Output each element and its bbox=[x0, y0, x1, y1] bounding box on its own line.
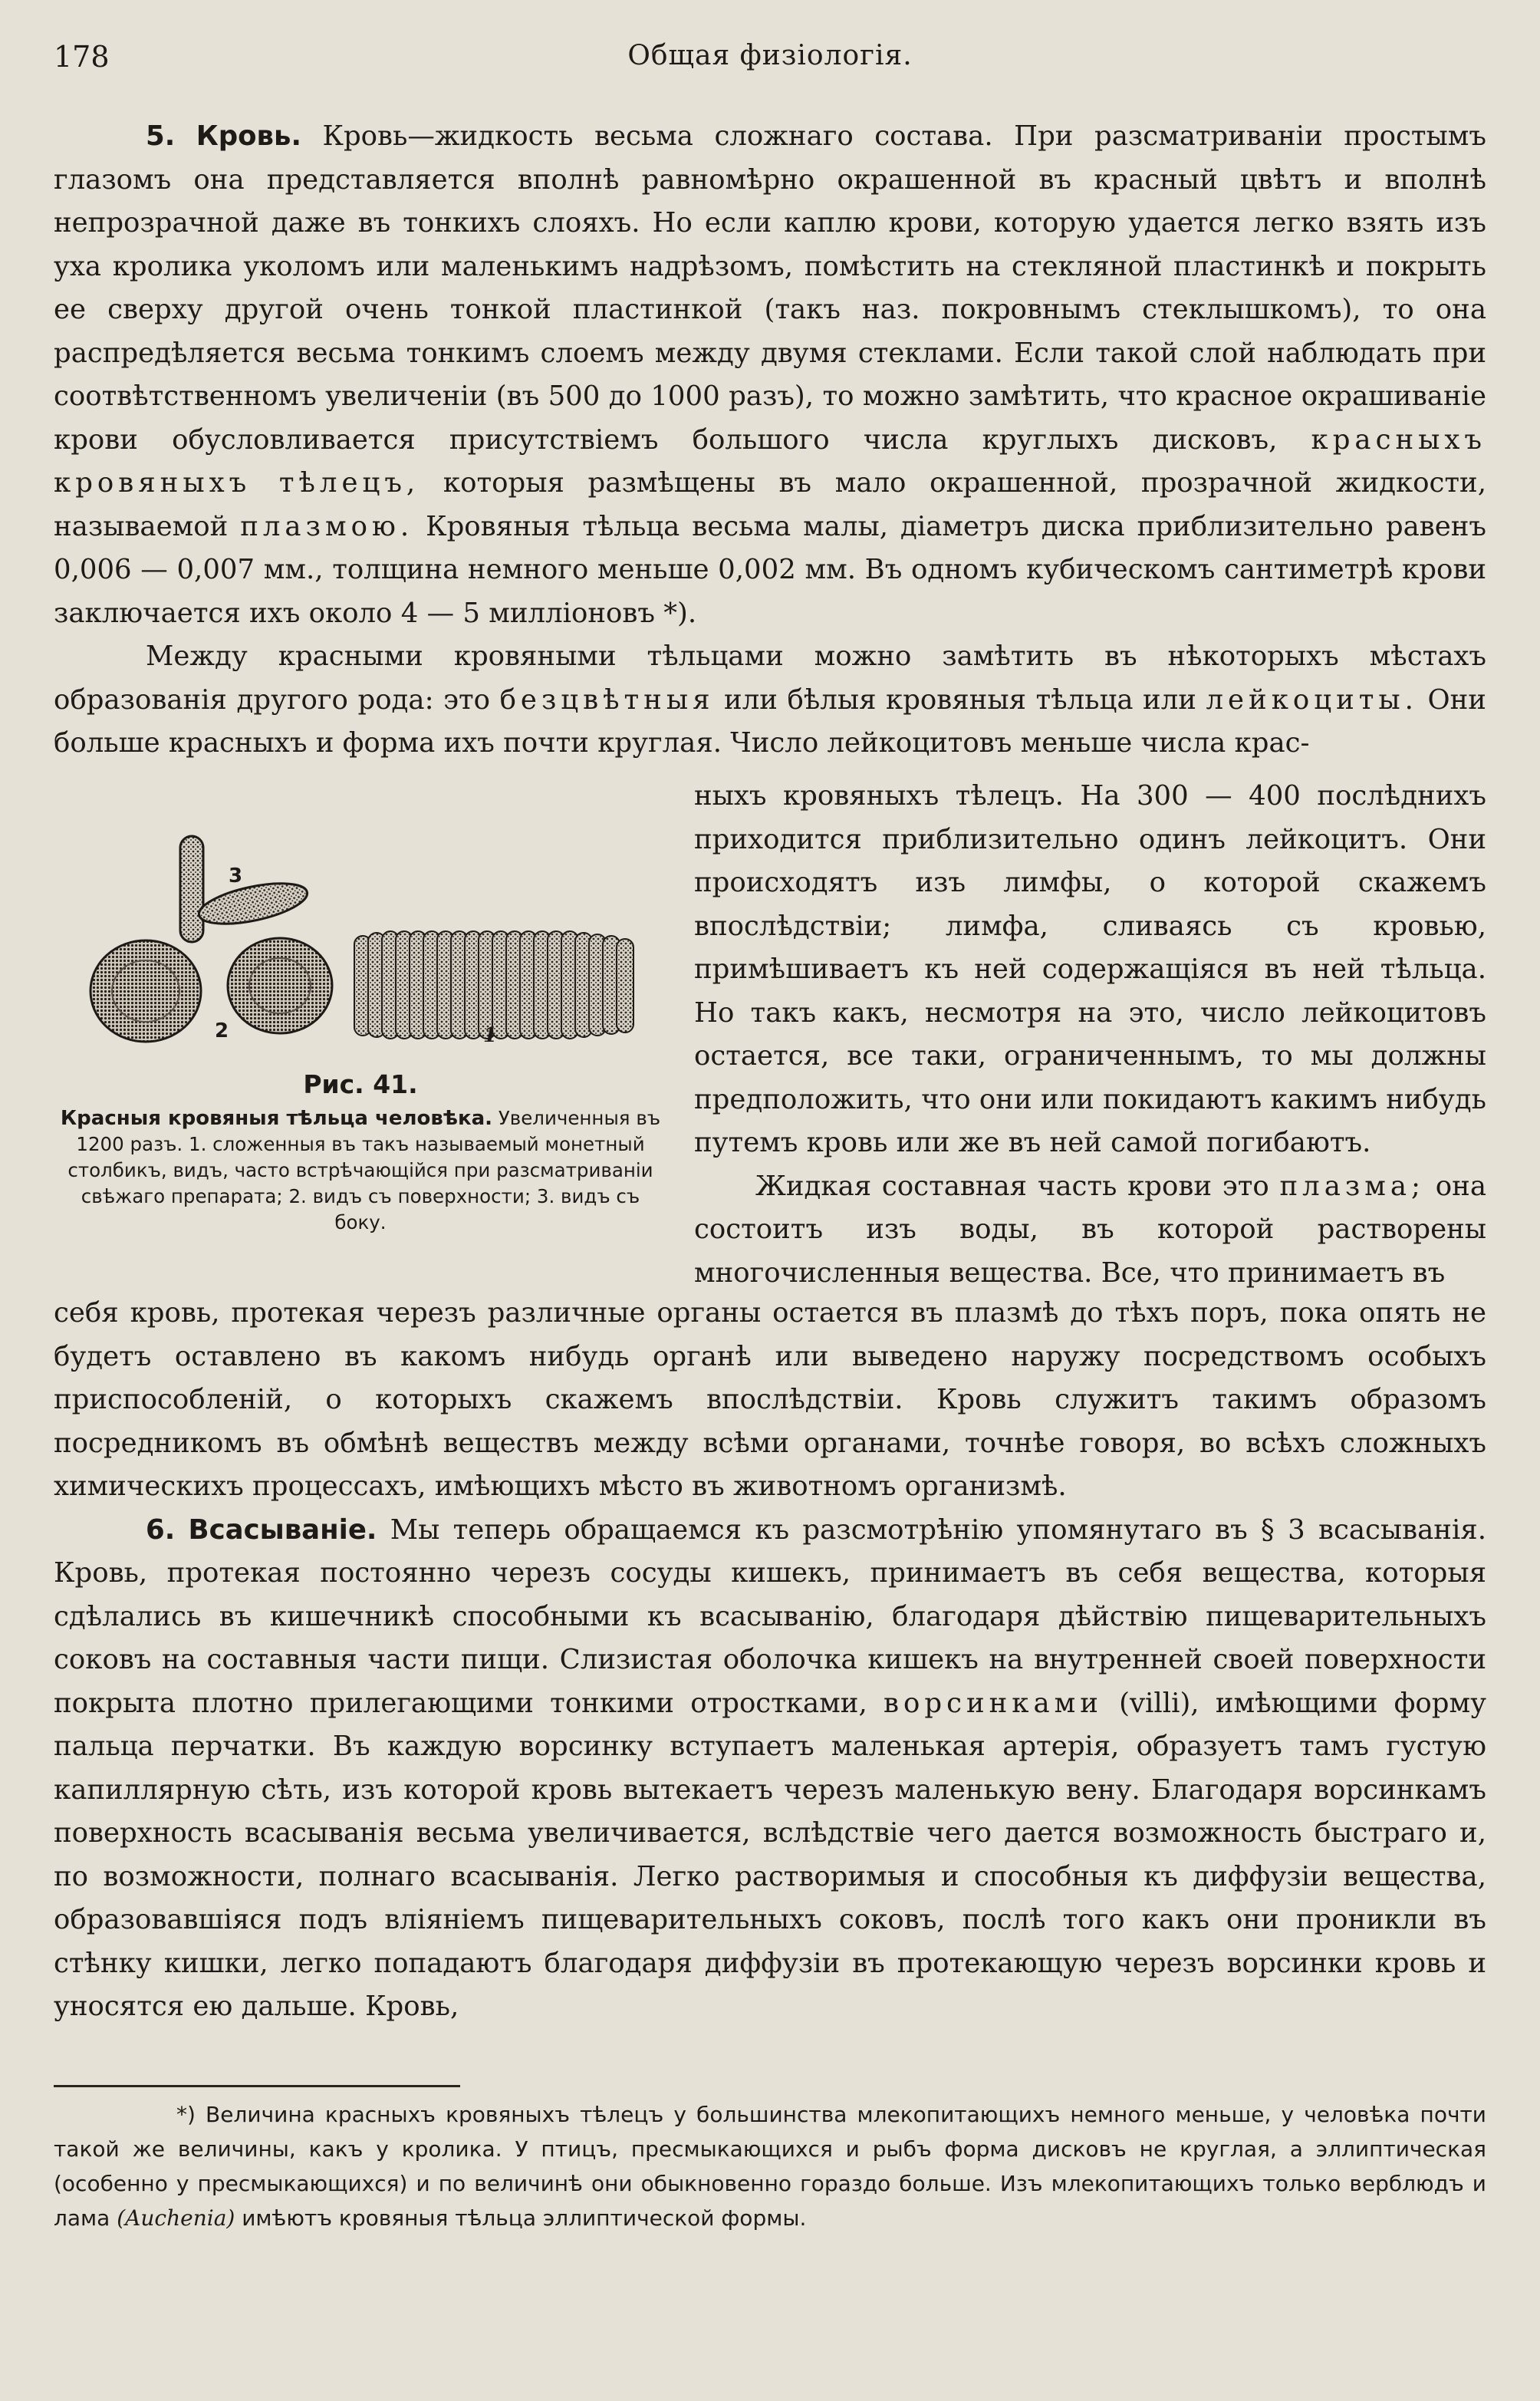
footnote-paragraph bbox=[54, 2097, 1486, 2235]
text-run: Кровь—жидкость весьма сложнаго состава. При разсматриваніи простымъ глазомъ она представляется вполнѣ равномѣрно окрашенной въ красный цвѣтъ и вполнѣ непрозрачной даже въ тонкихъ слояхъ. Но если каплю крови, которую удается легко взять изъ уха кролика уколомъ или маленькимъ надрѣзомъ, помѣстить на стекляной пластинкѣ и покрыть ее сверху другой очень тонкой пластинкой (такъ наз. покровнымъ стеклышкомъ), то она распредѣляется весьма тонкимъ слоемъ между двумя стеклами. Если такой слой наблюдать при соотвѣтственномъ увеличеніи (въ 500 до 1000 разъ), то можно замѣтить, что красное окрашиваніе крови обусловливается присутствіемъ большого числа круглыхъ дисковъ, bbox=[54, 120, 1487, 456]
term-plasma: плазмою. bbox=[240, 510, 414, 542]
figure-caption-text: Увеличенныя въ 1200 разъ. 1. сложенныя въ такъ называемый монетный столбикъ, видъ, часто встрѣчающійся при разсматриваніи свѣжаго препарата; 2. видъ съ поверхности; 3. видъ съ боку. bbox=[67, 1107, 661, 1233]
term-auchenia: (Auchenia) bbox=[117, 2205, 235, 2231]
wrap-paragraph-2 bbox=[694, 1165, 1486, 1296]
term-white-cells: бѣлыя кровяныя тѣльца bbox=[787, 683, 1134, 716]
text-run: или bbox=[1143, 683, 1196, 716]
text-run: Между красными кровяными тѣльцами можно замѣтить въ нѣкоторыхъ мѣстахъ образованія другого рода: это bbox=[54, 641, 1486, 716]
figure-marker-3: 3 bbox=[229, 865, 243, 888]
term-red-cells: красныхъ кровяныхъ тѣлецъ, bbox=[54, 423, 1486, 499]
footnote-rule bbox=[54, 2085, 460, 2087]
wrap-paragraph-1: ныхъ кровяныхъ тѣлецъ. На 300 — 400 послѣднихъ приходится приблизительно одинъ лейкоцитъ. Они происходятъ изъ лимфы, о которой скажемъ впослѣдствіи; лимфа, сливаясь съ кровью, примѣшиваетъ къ ней содержащіяся въ ней тѣльца. Но такъ какъ, несмотря на это, число лейкоцитовъ остается, все таки, ограниченнымъ, то мы должны предположить, что они или покидаютъ какимъ нибудь путемъ кровь или же въ ней самой погибаютъ. bbox=[694, 780, 1486, 1158]
section-6-title: Всасываніе. bbox=[188, 1513, 377, 1546]
side-view-cell bbox=[196, 876, 311, 932]
section-5-paragraph-3: себя кровь, протекая черезъ различные органы остается въ плазмѣ до тѣхъ поръ, пока опять не будетъ оставлено въ какомъ нибудь органѣ или выведено наружу посредствомъ особыхъ приспособленій, о которыхъ скажемъ впослѣдствіи. Кровь служитъ такимъ образомъ посредникомъ въ обмѣнѣ веществъ между всѣми органами, точнѣе говоря, во всѣхъ сложныхъ химическихъ процессахъ, имѣющихъ мѣсто въ животномъ организмѣ. bbox=[54, 1297, 1486, 1502]
section-5-number: 5. bbox=[146, 120, 176, 152]
side-view-cell bbox=[180, 836, 203, 942]
text-run: Кровяныя тѣльца весьма малы, діаметръ диска приблизительно равенъ 0,006 — 0,007 мм., толщина немного меньше 0,002 мм. Въ одномъ кубическомъ сантиметрѣ крови заключается ихъ около 4 — 5 милліоновъ *). bbox=[54, 510, 1486, 629]
text-run: имѣютъ кровяныя тѣльца эллиптической формы. bbox=[242, 2205, 807, 2231]
text-run: Мы теперь обращаемся къ разсмотрѣнію упомянутаго въ § 3 всасыванія. Кровь, протекая постоянно черезъ сосуды кишекъ, принимаетъ въ себя вещества, которыя сдѣлались въ кишечникѣ способными къ всасыванію, благодаря дѣйствію пищеварительныхъ соковъ на составныя части пищи. Слизистая оболочка кишекъ на внутренней своей поверхности покрыта плотно прилегающими тонкими отростками, bbox=[54, 1513, 1486, 1719]
text-run: Жидкая составная часть крови это bbox=[755, 1170, 1269, 1202]
text-run: которыя размѣщены въ мало окрашенной, прозрачной жидкости, называемой bbox=[54, 467, 1486, 542]
term-villi: ворсинками bbox=[883, 1687, 1103, 1719]
section-6-paragraph bbox=[54, 1509, 1486, 2029]
footnote bbox=[54, 2097, 1486, 2235]
figure-caption bbox=[54, 1105, 667, 1236]
section-5-title: Кровь. bbox=[196, 120, 301, 152]
figure-label: Рис. 41. bbox=[303, 1069, 418, 1099]
section-6-number: 6. bbox=[146, 1513, 176, 1546]
text-run: Они больше красныхъ и форма ихъ почти круглая. Число лейкоцитовъ меньше числа крас- bbox=[54, 683, 1486, 759]
page-header bbox=[54, 40, 1486, 86]
running-title: Общая физіологія. bbox=[627, 40, 913, 71]
figure-marker-2: 2 bbox=[215, 1019, 229, 1042]
term-plasma-2: плазма; bbox=[1279, 1170, 1425, 1202]
text-run: или bbox=[724, 683, 778, 716]
section-5-6-body bbox=[54, 1292, 1486, 2029]
figure-41 bbox=[54, 790, 667, 1236]
surface-view-cell bbox=[90, 940, 201, 1042]
text-run: (villi), имѣющими форму пальца перчатки. Въ каждую ворсинку вступаетъ маленькая артерія, образуетъ тамъ густую капиллярную сѣть, изъ которой кровь вытекаетъ черезъ маленькую вену. Благодаря ворсинкамъ поверхность всасыванія весьма увеличивается, вслѣдствіе чего дается возможность быстраго и, по возможности, полнаго всасыванія. Легко растворимыя и способныя къ диффузіи вещества, образовавшіяся подъ вліяніемъ пищеварительныхъ соковъ, послѣ того какъ они проникли въ стѣнку кишки, легко попадаютъ благодаря диффузіи въ протекающую черезъ ворсинки кровь и уносятся ею дальше. Кровь, bbox=[54, 1687, 1486, 2022]
text-run: *) Величина красныхъ кровяныхъ тѣлецъ у большинства млекопитающихъ немного меньше, у человѣка почти такой же величины, какъ у кролика. У птицъ, пресмыкающихся и рыбъ форма дисковъ не круглая, а эллиптическая (особенно у пресмыкающихся) и по величинѣ они обыкновенно гораздо больше. Изъ млекопитающихъ только верблюдъ и лама bbox=[54, 2102, 1486, 2231]
figure-caption-title: Красныя кровяныя тѣльца человѣка. bbox=[60, 1107, 493, 1130]
figure-wrap-text bbox=[694, 775, 1486, 1295]
term-colorless: безцвѣтныя bbox=[499, 683, 715, 716]
text-run: она состоитъ изъ воды, въ которой растворены многочисленныя вещества. Все, что принимаетъ въ bbox=[694, 1170, 1486, 1289]
surface-view-cell bbox=[228, 938, 332, 1033]
figure-marker-1: 1 bbox=[483, 1024, 498, 1043]
section-5-paragraph-2 bbox=[54, 635, 1486, 766]
section-5-paragraph-1 bbox=[54, 115, 1486, 635]
blood-cells-illustration bbox=[54, 790, 667, 1043]
section-5-body bbox=[54, 115, 1486, 766]
rouleau-stack bbox=[354, 931, 633, 1039]
term-leukocytes: лейкоциты. bbox=[1206, 683, 1418, 716]
page-number: 178 bbox=[54, 40, 110, 74]
